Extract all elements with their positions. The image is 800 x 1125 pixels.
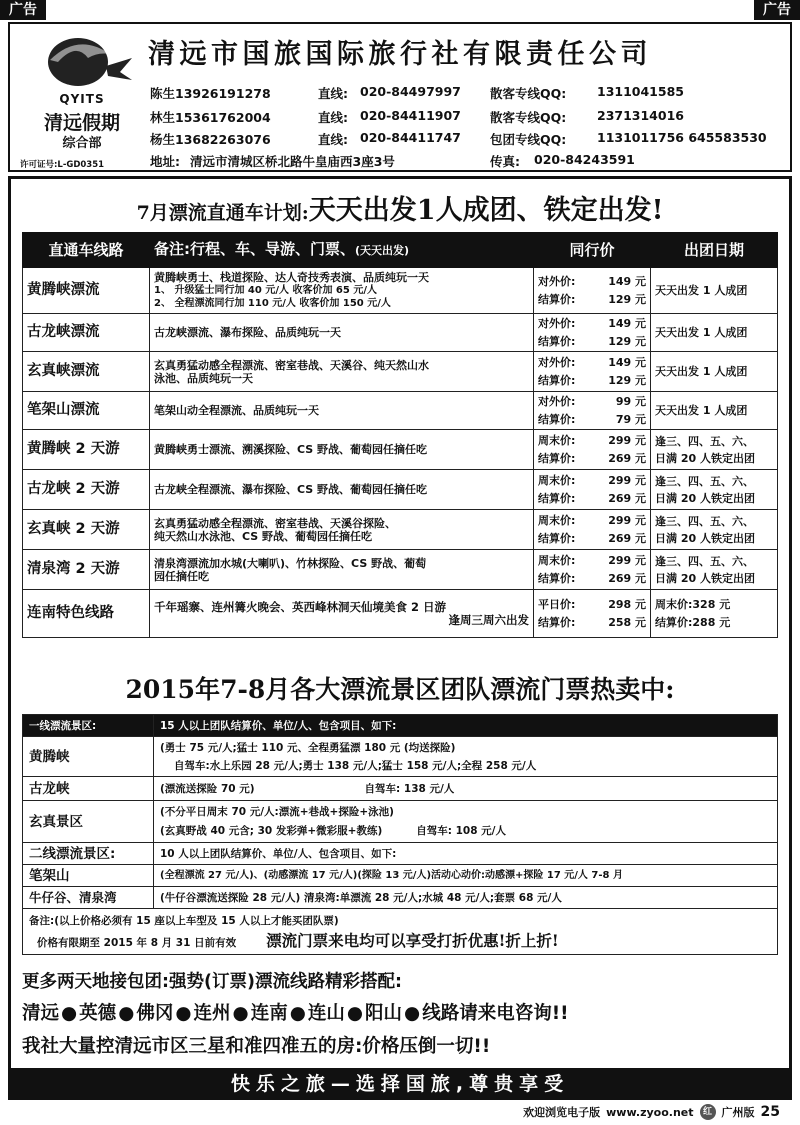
line-label: 直线:: [318, 86, 348, 101]
price-label: 对外价:: [538, 317, 576, 330]
qq-label: 包团专线QQ:: [490, 132, 567, 147]
route-name: 玄真峡 2 天游: [23, 510, 150, 550]
ticket-detail: [154, 777, 778, 801]
route-row: [23, 470, 778, 510]
tier1-label: 一线漂流景区:: [23, 715, 154, 737]
route-date: 天天出发 1 人成团: [655, 404, 748, 417]
header-notes-daily: (天天出发): [355, 244, 410, 257]
price-value: 149 元: [608, 317, 646, 330]
route-date-cell: [651, 510, 778, 550]
price-value: 258 元: [608, 616, 646, 629]
price-value: 99 元: [615, 395, 646, 408]
special-price: [534, 590, 651, 638]
price-value: 328 元: [692, 598, 731, 611]
route-notes: [150, 392, 534, 430]
route-date-cell: [651, 430, 778, 470]
ticket-note: 备注:(以上价格必须有 15 座以上车型及 15 人以上才能买团队票): [29, 914, 339, 927]
price-label: 平日价:: [538, 598, 576, 611]
company-header: [8, 22, 792, 172]
route-row: [23, 314, 778, 352]
route-price: [534, 314, 651, 352]
ticket-name: 牛仔谷、清泉湾: [23, 887, 154, 909]
ticket-detail: (全程漂流 27 元/人)、(动感漂流 17 元/人)(探险 13 元/人)活动心动价:动感漂+探险 17 元/人 7-8 月: [154, 865, 778, 887]
header-price: 同行价: [534, 233, 651, 268]
ticket-note-row: [23, 909, 778, 955]
special-route-row: [23, 590, 778, 638]
bullet-icon: ●: [346, 1003, 364, 1024]
route-date: 日满 20 人铁定出团: [655, 451, 755, 465]
special-route-notes: [150, 590, 534, 638]
city-name: 连山: [307, 1003, 345, 1024]
ticket-row: [23, 777, 778, 801]
price-label: 结算价:: [538, 572, 576, 585]
qq-label: 散客专线QQ:: [490, 86, 567, 101]
qq-number: 1311041585: [597, 84, 684, 99]
line-label: 直线:: [318, 110, 348, 125]
route-note: 2、 全程漂流同行加 110 元/人 收客价加 150 元/人: [154, 298, 391, 309]
ticket-note: 价格有限期至 2015 年 8 月 31 日前有效: [37, 936, 237, 949]
ticket-row: [23, 737, 778, 777]
route-date-cell: [651, 470, 778, 510]
price-label: 对外价:: [538, 356, 576, 369]
route-note: 纯天然山水泳池、CS 野战、葡萄园任摘任吃: [154, 529, 373, 543]
contact-person: 杨生13682263076: [150, 132, 271, 147]
route-note: 古龙峡漂流、瀑布探险、品质纯玩一天: [154, 326, 341, 339]
address-text: 清远市清城区桥北路牛皇庙西3座3号: [190, 154, 395, 169]
fax-label: 传真:: [490, 154, 520, 169]
price-label: 结算价:: [538, 616, 576, 629]
route-notes: [150, 510, 534, 550]
ad-tag-left: 广告: [0, 0, 46, 20]
price-value: 299 元: [608, 554, 646, 567]
price-value: 129 元: [608, 374, 646, 387]
route-date-cell: [651, 314, 778, 352]
line-number: 020-84497997: [360, 84, 461, 99]
tickets-title: 2015年7-8月各大漂流景区团队漂流门票热卖中:: [125, 675, 675, 704]
price-label: 周末价:: [538, 514, 576, 527]
ticket-detail: [154, 801, 778, 843]
footer-text: 欢迎浏览电子版: [523, 1106, 601, 1119]
tier2-desc: 10 人以上团队结算价、单位/人、包含项目、如下:: [154, 843, 778, 865]
route-note: 黄腾峡勇士漂流、溯溪探险、CS 野战、葡萄园任摘任吃: [154, 443, 428, 456]
route-name: 玄真峡漂流: [23, 352, 150, 392]
route-date-cell: [651, 268, 778, 314]
price-label: 结算价:: [538, 374, 576, 387]
price-label: 对外价:: [538, 395, 576, 408]
price-value: 149 元: [608, 275, 646, 288]
price-label: 对外价:: [538, 275, 576, 288]
city-name: 清远: [22, 1003, 60, 1024]
ticket-name: 玄真景区: [23, 801, 154, 843]
city-name: 佛冈: [136, 1003, 174, 1024]
bullet-icon: ●: [232, 1003, 249, 1024]
plan-title-small: 7月漂流直通车计划:: [136, 202, 309, 224]
line-number: 020-84411747: [360, 130, 461, 145]
route-name: 古龙峡 2 天游: [23, 470, 150, 510]
ticket-row: [23, 801, 778, 843]
route-notes: [150, 268, 534, 314]
ticket-detail: [154, 737, 778, 777]
route-name: 古龙峡漂流: [23, 314, 150, 352]
route-date: 天天出发 1 人成团: [655, 365, 748, 378]
route-table: [22, 232, 778, 638]
header-notes: [150, 233, 534, 268]
fax-number: 020-84243591: [534, 152, 635, 167]
price-label: 结算价:: [538, 452, 576, 465]
ticket-row: [23, 865, 778, 887]
route-price: [534, 392, 651, 430]
ticket-name: 黄腾峡: [23, 737, 154, 777]
route-date: 逢三、四、五、六、: [655, 514, 754, 528]
bullet-icon: ●: [118, 1003, 135, 1024]
slogan-bar: 快乐之旅—选择国旅,尊贵享受: [8, 1068, 792, 1100]
ticket-line: 自驾车:水上乐园 28 元/人;勇士 138 元/人;猛士 158 元/人;全程 258 元/人: [174, 759, 537, 772]
city-name: 阳山: [365, 1003, 403, 1024]
ticket-row: [23, 887, 778, 909]
special-route-name: 连南特色线路: [23, 590, 150, 638]
ticket-detail: (牛仔谷漂流送探险 28 元/人) 清泉湾:单漂流 28 元/人;水城 48 元/人;套票 68 元/人: [154, 887, 778, 909]
ticket-line: (玄真野战 40 元含; 30 发彩弹+微彩服+教练): [160, 825, 383, 837]
route-price: [534, 430, 651, 470]
price-label: 周末价:: [538, 474, 576, 487]
route-date: 日满 20 人铁定出团: [655, 531, 755, 545]
route-price: [534, 550, 651, 590]
route-note: 泳池、品质纯玩一天: [154, 371, 253, 385]
contact-person: 林生15361762004: [150, 110, 271, 125]
tier1-row: [23, 715, 778, 737]
line-label: 直线:: [318, 132, 348, 147]
route-notes: [150, 430, 534, 470]
plan-title: [0, 188, 800, 227]
ticket-name: 笔架山: [23, 865, 154, 887]
route-note: 玄真勇猛动感全程漂流、密室巷战、天溪谷探险、: [154, 516, 396, 530]
company-logo-icon: [28, 32, 138, 90]
tier1-desc: 15 人以上团队结算价、单位/人、包含项目、如下:: [154, 715, 778, 737]
bottom-line2: [22, 999, 569, 1025]
route-price: [534, 268, 651, 314]
bottom-line1: 更多两天地接包团:强势(订票)漂流线路精彩搭配:: [22, 972, 402, 992]
contact-person: 陈生13926191278: [150, 86, 271, 101]
tier2-label: 二线漂流景区:: [23, 843, 154, 865]
price-label: 周末价:: [655, 598, 693, 611]
ticket-line: 自驾车: 138 元/人: [364, 782, 455, 795]
brand-icon: 红: [700, 1104, 716, 1120]
route-date: 天天出发 1 人成团: [655, 326, 748, 339]
route-date: 逢三、四、五、六、: [655, 474, 754, 488]
route-date-cell: [651, 352, 778, 392]
price-value: 299 元: [608, 474, 646, 487]
price-value: 79 元: [615, 413, 646, 426]
price-value: 269 元: [608, 452, 646, 465]
tier2-row: [23, 843, 778, 865]
price-label: 结算价:: [538, 492, 576, 505]
price-label: 结算价:: [538, 532, 576, 545]
route-date-cell: [651, 392, 778, 430]
route-row: [23, 392, 778, 430]
price-label: 周末价:: [538, 554, 576, 567]
header-date: 出团日期: [651, 233, 778, 268]
price-value: 299 元: [608, 514, 646, 527]
dept-label: 综合部: [62, 136, 102, 151]
price-value: 269 元: [608, 532, 646, 545]
special-note1: 千年瑶寨、连州篝火晚会、英西峰林洞天仙境美食 2 日游: [154, 599, 447, 614]
special-date: [651, 590, 778, 638]
footer-site[interactable]: www.zyoo.net: [606, 1105, 694, 1119]
route-name: 清泉湾 2 天游: [23, 550, 150, 590]
route-date: 逢三、四、五、六、: [655, 434, 754, 448]
ticket-line: (不分平日周末 70 元/人:漂流+巷战+探险+泳池): [160, 806, 394, 818]
price-label: 结算价:: [538, 413, 576, 426]
route-row: [23, 352, 778, 392]
route-note: 清泉湾漂流加水城(大喇叭)、竹林探险、CS 野战、葡萄: [154, 556, 427, 570]
address-label: 地址:: [150, 154, 180, 169]
route-note: 笔架山动全程漂流、品质纯玩一天: [154, 404, 319, 417]
city-name: 连州: [193, 1003, 231, 1024]
route-row: [23, 430, 778, 470]
city-name: 英德: [79, 1003, 117, 1024]
ticket-name: 古龙峡: [23, 777, 154, 801]
route-name: 笔架山漂流: [23, 392, 150, 430]
route-note: 1、 升级猛士同行加 40 元/人 收客价加 65 元/人: [154, 285, 377, 296]
route-notes: [150, 550, 534, 590]
route-notes: [150, 314, 534, 352]
ticket-promo: 漂流门票来电均可以享受打折优惠!折上折!: [266, 930, 559, 950]
route-price: [534, 510, 651, 550]
bottom-line3: 我社大量控清远市区三星和准四准五的房:价格压倒一切!!: [22, 1036, 491, 1057]
price-label: 结算价:: [538, 293, 576, 306]
price-value: 269 元: [608, 492, 646, 505]
route-date: 日满 20 人铁定出团: [655, 491, 755, 505]
footer: [523, 1104, 780, 1120]
line-number: 020-84411907: [360, 108, 461, 123]
route-name: 黄腾峡漂流: [23, 268, 150, 314]
logo-subtitle: 清远假期: [43, 112, 120, 134]
route-price: [534, 470, 651, 510]
route-row: [23, 268, 778, 314]
line2-tail: 线路请来电咨询!!: [422, 1003, 569, 1024]
price-value: 129 元: [608, 293, 646, 306]
ticket-table: [22, 714, 778, 955]
route-date: 日满 20 人铁定出团: [655, 571, 755, 585]
route-note: 玄真勇猛动感全程漂流、密室巷战、天溪谷、纯天然山水: [154, 358, 429, 372]
page-number: 25: [760, 1104, 780, 1120]
price-label: 周末价:: [538, 434, 576, 447]
special-note2: 逢周三周六出发: [448, 612, 529, 627]
bullet-icon: ●: [404, 1003, 421, 1024]
plan-title-big: 天天出发1人成团、铁定出发!: [308, 195, 664, 226]
price-value: 299 元: [608, 434, 646, 447]
bullet-icon: ●: [289, 1003, 306, 1024]
price-value: 269 元: [608, 572, 646, 585]
route-row: [23, 550, 778, 590]
header-route: 直通车线路: [23, 233, 150, 268]
city-name: 连南: [250, 1003, 288, 1024]
route-table-header: [23, 233, 778, 268]
price-value: 129 元: [608, 335, 646, 348]
price-label: 结算价:: [538, 335, 576, 348]
ad-tag-right: 广告: [754, 0, 800, 20]
route-date: 逢三、四、五、六、: [655, 554, 754, 568]
footer-edition: 广州版: [721, 1106, 755, 1119]
route-date-cell: [651, 550, 778, 590]
price-label: 结算价:: [655, 616, 693, 629]
logo-text: QYITS: [59, 92, 105, 106]
price-value: 288 元: [692, 616, 731, 629]
ticket-line: 自驾车: 108 元/人: [416, 825, 507, 837]
ticket-line: (勇士 75 元/人;猛士 110 元、全程勇猛漂 180 元 (均送探险): [160, 741, 456, 754]
route-note: 园任摘任吃: [154, 569, 209, 583]
route-row: [23, 510, 778, 550]
price-value: 298 元: [608, 598, 646, 611]
header-notes-text: 备注:行程、车、导游、门票、: [154, 240, 355, 258]
ticket-notes: [23, 909, 778, 955]
route-price: [534, 352, 651, 392]
company-name: 清远市国旅国际旅行社有限责任公司: [148, 39, 652, 70]
bullet-icon: ●: [61, 1003, 78, 1024]
route-notes: [150, 470, 534, 510]
route-note: 黄腾峡勇士、栈道探险、达人奇技秀表演、品质纯玩一天: [154, 271, 429, 284]
route-date: 天天出发 1 人成团: [655, 284, 748, 297]
bullet-icon: ●: [175, 1003, 192, 1024]
route-name: 黄腾峡 2 天游: [23, 430, 150, 470]
qq-number: 1131011756 645583530: [597, 130, 767, 145]
ticket-line: (漂流送探险 70 元): [160, 782, 255, 795]
route-notes: [150, 352, 534, 392]
license-number: 许可证号:L-GD0351: [20, 160, 105, 170]
qq-label: 散客专线QQ:: [490, 110, 567, 125]
price-value: 149 元: [608, 356, 646, 369]
route-note: 古龙峡全程漂流、瀑布探险、CS 野战、葡萄园任摘任吃: [154, 483, 428, 496]
qq-number: 2371314016: [597, 108, 684, 123]
